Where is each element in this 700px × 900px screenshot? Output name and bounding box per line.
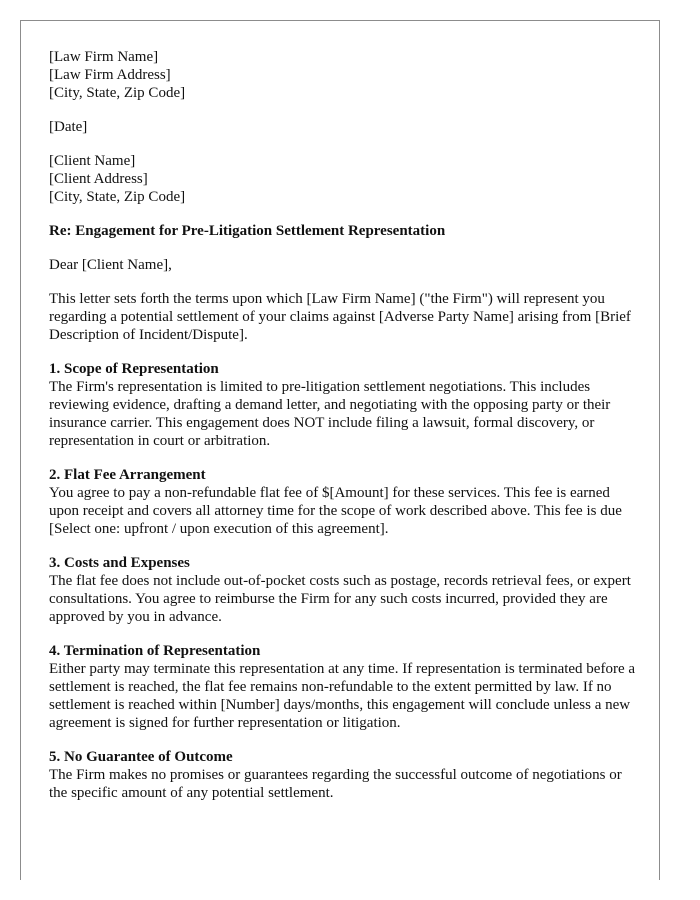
section-body: You agree to pay a non-refundable flat fee of $[Amount] for these services. This fee is earned upon receipt and covers all attorney time for the scope of work described above. This fee is due [Select one: upfront / upon execution of this agreement].: [49, 485, 622, 537]
section-title: 3. Costs and Expenses: [49, 555, 190, 571]
sender-address-block: [49, 48, 641, 102]
section-body: The Firm makes no promises or guarantees regarding the successful outcome of negotiations or the specific amount of any potential settlement.: [49, 767, 622, 801]
section-title: 2. Flat Fee Arrangement: [49, 467, 206, 483]
section-flat-fee: [49, 466, 641, 538]
date-block: [49, 118, 641, 136]
salutation: Dear [Client Name],: [49, 257, 172, 273]
client-address: [Client Address]: [49, 171, 148, 187]
section-body: The Firm's representation is limited to pre-litigation settlement negotiations. This includes reviewing evidence, drafting a demand letter, and negotiating with the opposing party or their insurance carrier. This engagement does NOT include filing a lawsuit, formal discovery, or representation in court or arbitration.: [49, 379, 611, 449]
section-costs: [49, 554, 641, 626]
section-termination: [49, 642, 641, 732]
section-body: Either party may terminate this representation at any time. If representation is terminated before a settlement is reached, the flat fee remains non-refundable to the extent permitted by law. If no settlement is reached within [Number] days/months, this engagement will conclude unless a new agreement is signed for further representation or litigation.: [49, 661, 636, 731]
firm-name: [Law Firm Name]: [49, 49, 159, 65]
section-scope: [49, 360, 641, 450]
client-city-state-zip: [City, State, Zip Code]: [49, 189, 186, 205]
section-title: 4. Termination of Representation: [49, 643, 261, 659]
recipient-address-block: [49, 152, 641, 206]
section-title: 1. Scope of Representation: [49, 361, 219, 377]
letter-date: [Date]: [49, 119, 88, 135]
client-name: [Client Name]: [49, 153, 136, 169]
letter-page: [20, 20, 660, 880]
subject-line: Re: Engagement for Pre-Litigation Settlement Representation: [49, 223, 446, 239]
letter-content: [49, 48, 641, 818]
section-no-guarantee: [49, 748, 641, 802]
section-body: The flat fee does not include out-of-pocket costs such as postage, records retrieval fees, or expert consultations. You agree to reimburse the Firm for any such costs incurred, provided they are approved by you in advance.: [49, 573, 631, 625]
section-title: 5. No Guarantee of Outcome: [49, 749, 233, 765]
intro-paragraph: This letter sets forth the terms upon which [Law Firm Name] ("the Firm") will represent you regarding a potential settlement of your claims against [Adverse Party Name] arising from [Brief Description of Incident/Dispute].: [49, 291, 631, 343]
firm-city-state-zip: [City, State, Zip Code]: [49, 85, 186, 101]
firm-address: [Law Firm Address]: [49, 67, 171, 83]
